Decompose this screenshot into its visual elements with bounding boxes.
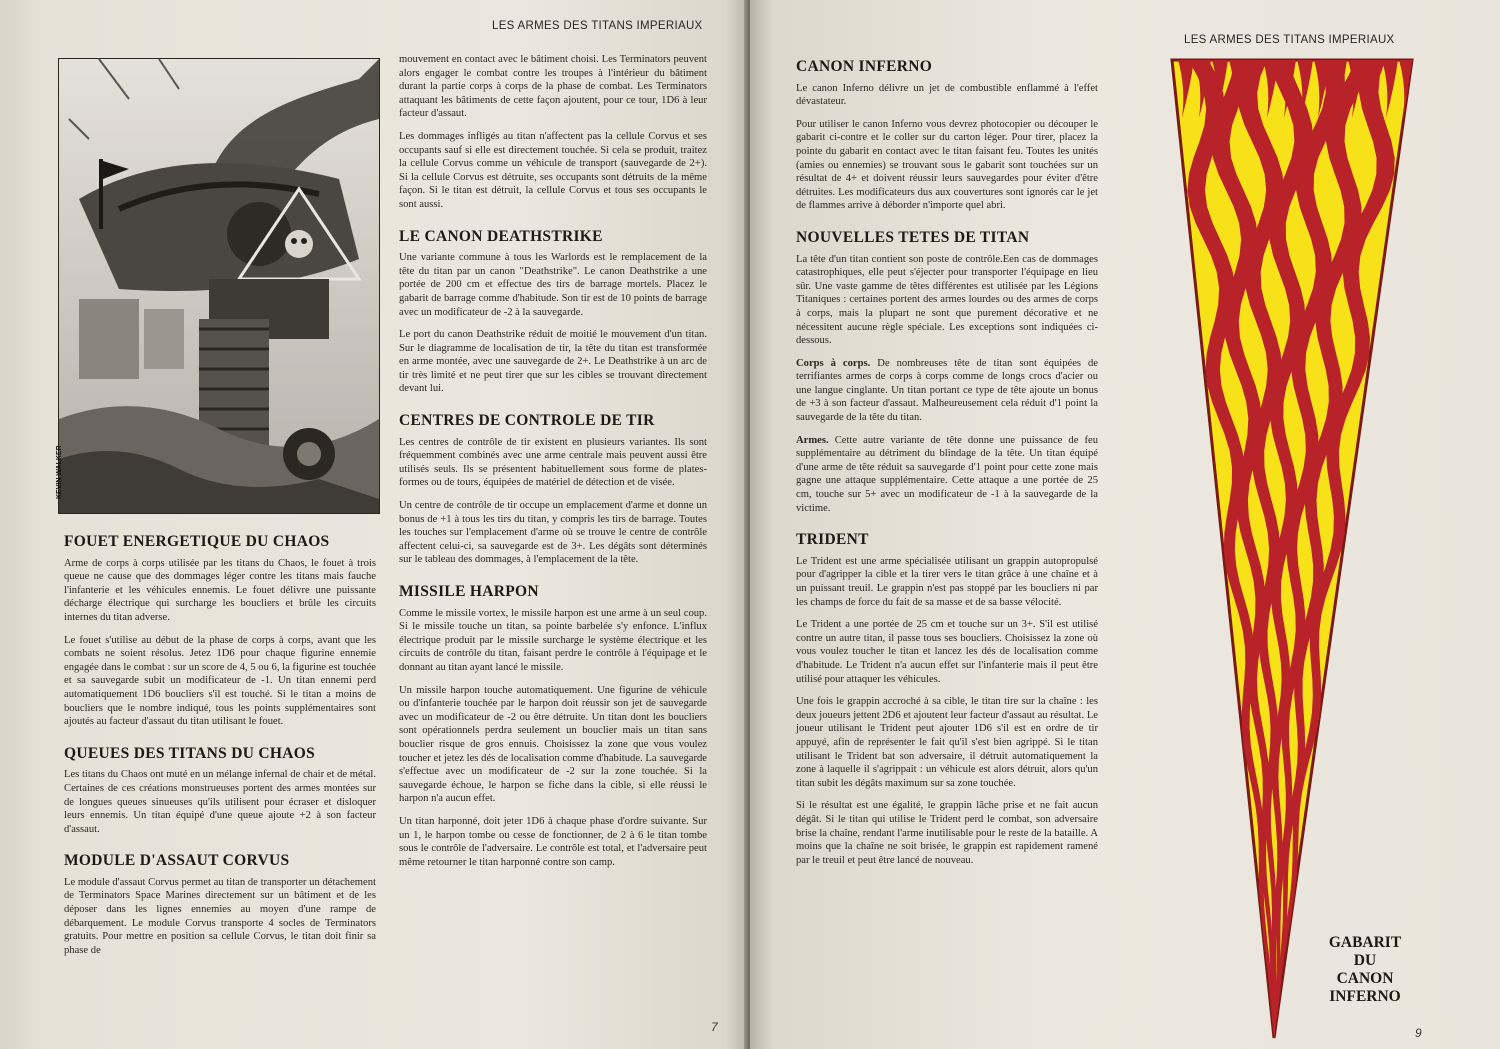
running-head: LES ARMES DES TITANS IMPERIAUX bbox=[492, 20, 703, 32]
caption-line: DU bbox=[1353, 952, 1377, 969]
paragraph: Le Trident est une arme spécialisée utilisant un grappin autopropulsé pour d'agripper la cible et la tirer vers le titan grâce à une chaîne et à un puissant treuil. Le grappin n'est pas stoppé par les boucliers ni par les champs de force du fait de sa masse et de sa basse vélocité. bbox=[796, 555, 1098, 608]
section-fouet bbox=[64, 535, 376, 729]
paragraph: Un titan harponné, doit jeter 1D6 à chaque phase d'ordre suivante. Sur un 1, le harpon tombe ou cesse de fonctionner, de 2 à 6 le titan tombe sous le contrôle de l'adversaire. Le contrôle est total, et l'adversaire peut même retourner le titan harponné contre son camp. bbox=[399, 815, 707, 868]
section-deathstrike bbox=[399, 227, 707, 397]
paragraph: Comme le missile vortex, le missile harpon est une arme à un seul coup. Si le missile touche un titan, sa pointe barbelée s'y enfonce. L'influx électrique produit par le missile surcharge le système électrique et les circuits de contrôle du titan, faisant perdre le contrôle à l'équipage et le donnant au titan ayant lancé le missile. bbox=[399, 607, 707, 673]
section-queues bbox=[64, 744, 376, 837]
paragraph: Le module d'assaut Corvus permet au titan de transporter un détachement de Terminators Space Marines directement sur un bâtiment et de les déposer dans les lignes ennemies au moyen d'une rampe de débarquement. Le module Corvus transporte 4 socles de Terminators gratuits. Pour mettre en position sa cellule Corvus, le titan doit finir sa phase de bbox=[64, 876, 376, 956]
page-number: 9 bbox=[1415, 1026, 1422, 1040]
inferno-template-flame bbox=[1170, 58, 1414, 1040]
left-column-1 bbox=[64, 535, 376, 966]
page-number: 7 bbox=[711, 1020, 718, 1034]
paragraph: Le port du canon Deathstrike réduit de moitié le mouvement d'un titan. Sur le diagramme de localisation de tir, la tête du titan est transformée en arme montée, avec une sauvegarde de 2+. Le Deathstrike à un arc de tir très limité et ne peut tirer que sur les cibles se trouvant directement devant lui. bbox=[399, 329, 707, 395]
paragraph: Une variante commune à tous les Warlords est le remplacement de la tête du titan par un canon "Deathstrike". Le canon Deathstrike a une portée de 200 cm et effectue des tirs de barrage mortels. Placez le gabarit de barrage comme d'habitude. Son tir est de 10 points de barrage avec un modificateur de -2 à la sauvegarde. bbox=[399, 252, 707, 318]
section-centres-controle bbox=[399, 414, 707, 567]
paragraph: Les titans du Chaos ont muté en un mélange infernal de chair et de métal. Certaines de ces créations monstrueuses portent des armes montées sur de longues queues sinueuses qu'ils utilisent pour écraser et disloquer leurs ennemis. Un titan équipé d'une queue ajoute +2 à son facteur d'assaut. bbox=[64, 769, 376, 835]
paragraph: Arme de corps à corps utilisée par les titans du Chaos, le fouet à trois queue ne cause que des dommages léger contre les titans mais fauche l'infanterie et les véhicules ennemis. Le fouet délivre une puissante décharge électrique qui surcharge les boucliers et brûle les circuits internes du titan adverse. bbox=[64, 557, 376, 623]
section-heading: CANON INFERNO bbox=[796, 58, 933, 75]
section-corvus-cont bbox=[399, 53, 707, 212]
running-head: LES ARMES DES TITANS IMPERIAUX bbox=[1184, 34, 1395, 46]
paragraph: Les centres de contrôle de tir existent en plusieurs variantes. Ils sont fréquemment combinés avec une arme centrale mais peuvent aussi être utilisés seuls. Ils se présentent habituellement sous forme de plates-formes ou de tours, équipées de matériel de détection et de visée. bbox=[399, 436, 707, 489]
section-heading: CENTRES DE CONTROLE DE TIR bbox=[399, 412, 655, 430]
paragraph: Armes. Cette autre variante de tête donne une puissance de feu supplémentaire au détriment du blindage de la tête. Un titan équipé d'une arme de tête réduit sa sauvegarde d'1 point pour cette zone mais gagne une attaque supplémentaire. Cette attaque a une portée de 25 cm, touche sur 5+ avec un modificateur de -1 à la sauvegarde de la victime. bbox=[796, 434, 1098, 514]
section-canon-inferno bbox=[796, 60, 1098, 213]
paragraph: Les dommages infligés au titan n'affectent pas la cellule Corvus et ses occupants sauf si elle est directement touchée. Si cela se produit, traitez la cellule Corvus comme un véhicule de transport (sauvegarde de 2+). Si la cellule Corvus est détruite, ses occupants sont détruits de la même façon. Si le titan est détruit, la cellule Corvus et tous ses occupants le sont aussi. bbox=[399, 130, 707, 210]
paragraph: Un missile harpon touche automatiquement. Une figurine de véhicule ou d'infanterie touchée par le harpon doit réussir son jet de sauvegarde avec un modificateur de -2 ou être détruite. Un titan dont les boucliers sont opérationnels perdra seulement un bouclier mais un titan sans bouclier risque de gros ennuis. Choisissez la zone que vous voulez toucher et jetez les dés de localisation comme d'habitude. La sauvegarde s'effectue avec un modificateur de -2 sur la zone touchée. Si la sauvegarde échoue, le harpon se fiche dans la cible, si elle réussi le harpon n'a aucun effet. bbox=[399, 684, 707, 805]
right-column bbox=[796, 60, 1098, 876]
paragraph: Une fois le grappin accroché à sa cible, le titan tire sur la chaîne : les deux joueurs jettent 2D6 et ajoutent leur facteur d'assaut au résultat. Le joueur utilisant le Trident peut ajouter 1D6 s'il est en ordre de tir appuyé, afin de représenter le fait qu'il s'est bien agrippé. Si le titan utilisant le Trident bat son adversaire, il détruit automatiquement la zone à laquelle il s'agrippait : un véhicule est alors détruit, alors qu'un titan subit les dégâts maximum sur sa zone touchée. bbox=[796, 696, 1098, 789]
paragraph: mouvement en contact avec le bâtiment choisi. Les Terminators peuvent alors engager le combat contre les troupes à l'intérieur du bâtiment durant la partie corps à corps de la phase de combat. Les Terminators attaquant les bâtiments de cette façon ajoutent, pour ce tour, 1D6 à leur facteur d'assaut. bbox=[399, 54, 707, 120]
section-heading: LE CANON DEATHSTRIKE bbox=[399, 227, 603, 245]
section-heading: QUEUES DES TITANS DU CHAOS bbox=[64, 744, 315, 762]
paragraph: Pour utiliser le canon Inferno vous devrez photocopier ou découper le gabarit ci-contre et le coller sur du carton léger. Pour tirer, placez la pointe du gabarit en contact avec le titan faisant feu. Toutes les unités (amies ou ennemies) se trouvant sous le gabarit sont touchées sur un résultat de 4+ et doivent réussir leurs sauvegardes pour éviter d'être détruites. Les modificateurs dus aux couvertures sont ignorés car le jet de flammes arrive à déborder n'importe quel abri. bbox=[796, 118, 1098, 212]
section-heading: MODULE D'ASSAUT CORVUS bbox=[64, 852, 290, 870]
left-column-2 bbox=[399, 53, 707, 878]
section-heading: TRIDENT bbox=[796, 531, 869, 549]
paragraph: Le fouet s'utilise au début de la phase de corps à corps, avant que les combats ne soient résolus. Jetez 1D6 pour chaque figurine ennemie engagée dans le combat : sur un score de 4, 5 ou 6, la figurine est touchée et sa sauvegarde subit un modificateur de -1. Un titan ennemi perd automatiquement 1D6 boucliers s'il est touché. Si le titan a moins de boucliers que le nombre indiqué, tous les points supplémentaires sont ajoutés au facteur d'assaut du titan utilisant le fouet. bbox=[64, 634, 376, 728]
paragraph: Si le résultat est une égalité, le grappin lâche prise et ne fait aucun dégât. Si le titan qui utilise le Trident perd le combat, son adversaire brise la chaîne, rendant l'arme inutilisable pour le reste de la bataille. A moins que la chaîne ne soit brisée, le grappin est rapidement ramené par le treuil et peut être lancé de nouveau. bbox=[796, 800, 1098, 866]
left-page bbox=[0, 0, 748, 1049]
section-tetes-titan bbox=[796, 228, 1099, 515]
paragraph: Le Trident a une portée de 25 cm et touche sur un 3+. S'il est utilisé contre un autre titan, il passe tous ses boucliers. Choisissez la zone où vous voulez toucher le titan et lancez les dés de localisation comme d'habitude. Le Trident n'a aucun effet sur l'infanterie mais il peut être utilisé pour attaquer les véhicules. bbox=[796, 619, 1098, 685]
paragraph: Un centre de contrôle de tir occupe un emplacement d'arme et donne un bonus de +1 à tous les tirs du titan, y compris les tirs de barrage. Toutes les touches sur l'emplacement d'arme où se trouve le centre de contrôle affectent celui-ci, sa sauvegarde est de 3+. Les dégâts sont déterminés sur le tableau des dommages, à l'emplacement de la tête. bbox=[399, 500, 707, 566]
paragraph: Le canon Inferno délivre un jet de combustible enflammé à l'effet dévastateur. bbox=[796, 82, 1098, 108]
caption-line: INFERNO bbox=[1329, 988, 1401, 1005]
titan-illustration bbox=[58, 58, 380, 514]
paragraph: Corps à corps. De nombreuses tête de titan sont équipées de terrifiantes armes de corps à corps comme de longs crocs d'acier ou une langue cinglante. Un titan portant ce type de tête ajoute un bonus de +3 à son facteur d'assaut. Malheureusement cela réduit d'1 point la sauvegarde de la tête du titan. bbox=[796, 357, 1099, 424]
section-corvus bbox=[64, 854, 376, 957]
artist-signature: KEVIN WALKER bbox=[56, 445, 63, 499]
section-trident bbox=[796, 533, 1098, 867]
template-caption bbox=[1305, 934, 1425, 1006]
section-heading: NOUVELLES TETES DE TITAN bbox=[796, 228, 1030, 246]
section-heading: MISSILE HARPON bbox=[399, 583, 539, 600]
section-missile-harpon bbox=[399, 585, 707, 869]
paragraph: La tête d'un titan contient son poste de contrôle.Een cas de dommages catastrophiques, elle peut s'éjecter pour transporter l'équipage en lieu sûr. Une vaste gamme de têtes différentes est utilisée par les Légions Titaniques : certaines portent des armes lourdes ou des armes de corps à corps, mais la plupart ne sont que purement décorative et ne nécessitent aucune règle spéciale. Les exceptions sont indiquées ci-dessous. bbox=[796, 253, 1098, 347]
caption-line: CANON bbox=[1336, 970, 1394, 987]
section-heading: FOUET ENERGETIQUE DU CHAOS bbox=[64, 533, 330, 550]
illustration-art bbox=[59, 59, 379, 513]
caption-line: GABARIT bbox=[1328, 934, 1402, 951]
